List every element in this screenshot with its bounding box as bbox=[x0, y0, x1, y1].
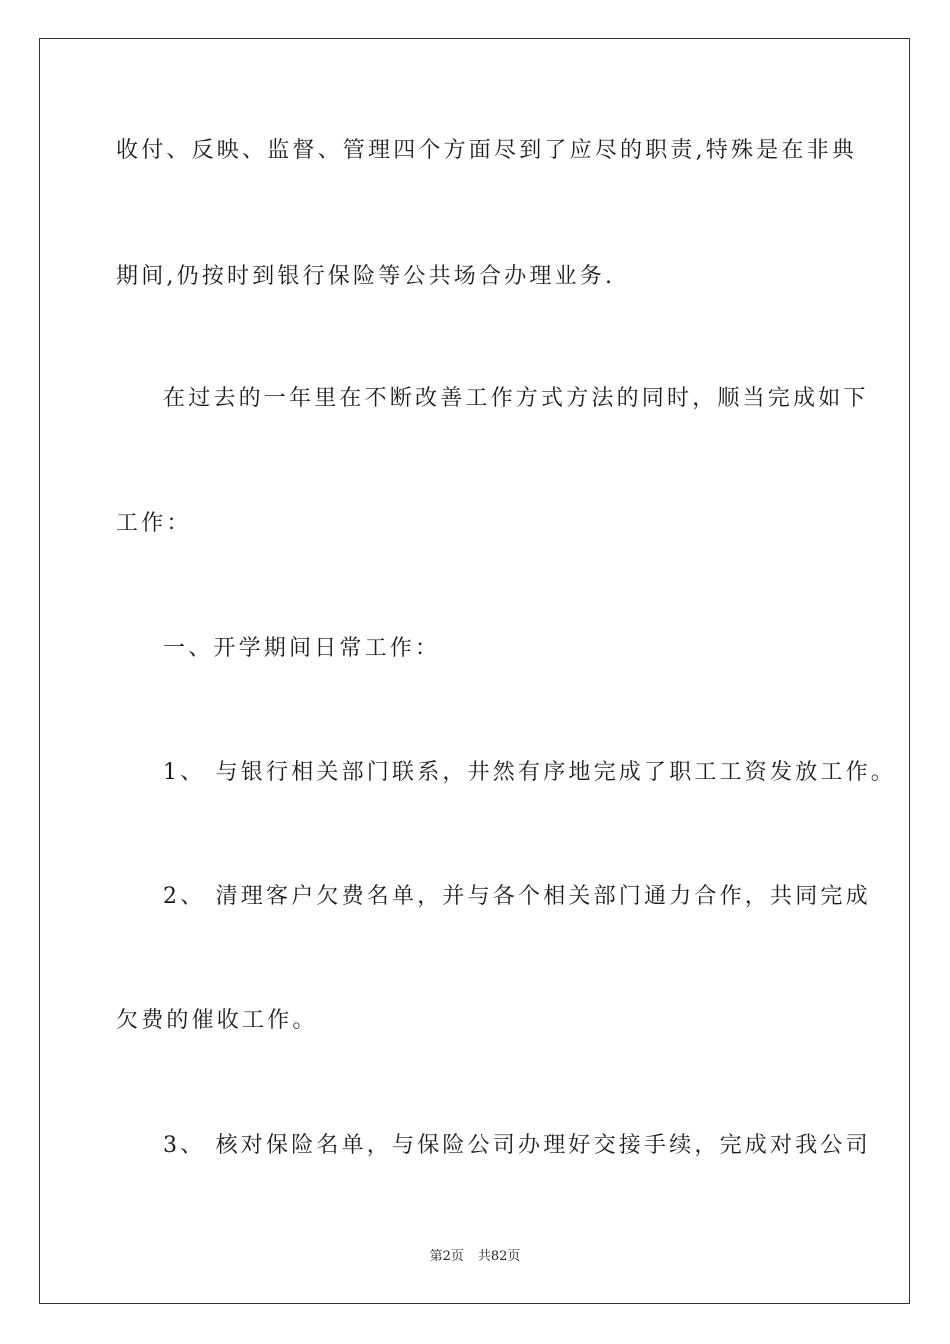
text-line-2: 期间,仍按时到银行保险等公共场合办理业务. bbox=[116, 264, 616, 289]
page-border bbox=[39, 38, 910, 1304]
list-item-2: 2、 清理客户欠费名单，并与各个相关部门通力合作，共同完成 bbox=[163, 884, 871, 909]
page-number: 第2页 bbox=[429, 1249, 464, 1264]
text-line-1: 收付、反映、监督、管理四个方面尽到了应尽的职责,特殊是在非典 bbox=[116, 138, 857, 163]
list-item-1: 1、 与银行相关部门联系，井然有序地完成了职工工资发放工作。 bbox=[163, 760, 896, 785]
text-line-3: 在过去的一年里在不断改善工作方式方法的同时，顺当完成如下 bbox=[163, 386, 869, 411]
total-pages: 共82页 bbox=[477, 1249, 521, 1264]
page-footer bbox=[0, 1248, 950, 1266]
section-heading-1: 一、开学期间日常工作： bbox=[163, 636, 441, 661]
text-line-4: 工作： bbox=[116, 511, 192, 536]
text-line-8: 欠费的催收工作。 bbox=[116, 1008, 318, 1033]
list-item-3: 3、 核对保险名单，与保险公司办理好交接手续，完成对我公司 bbox=[163, 1133, 871, 1158]
